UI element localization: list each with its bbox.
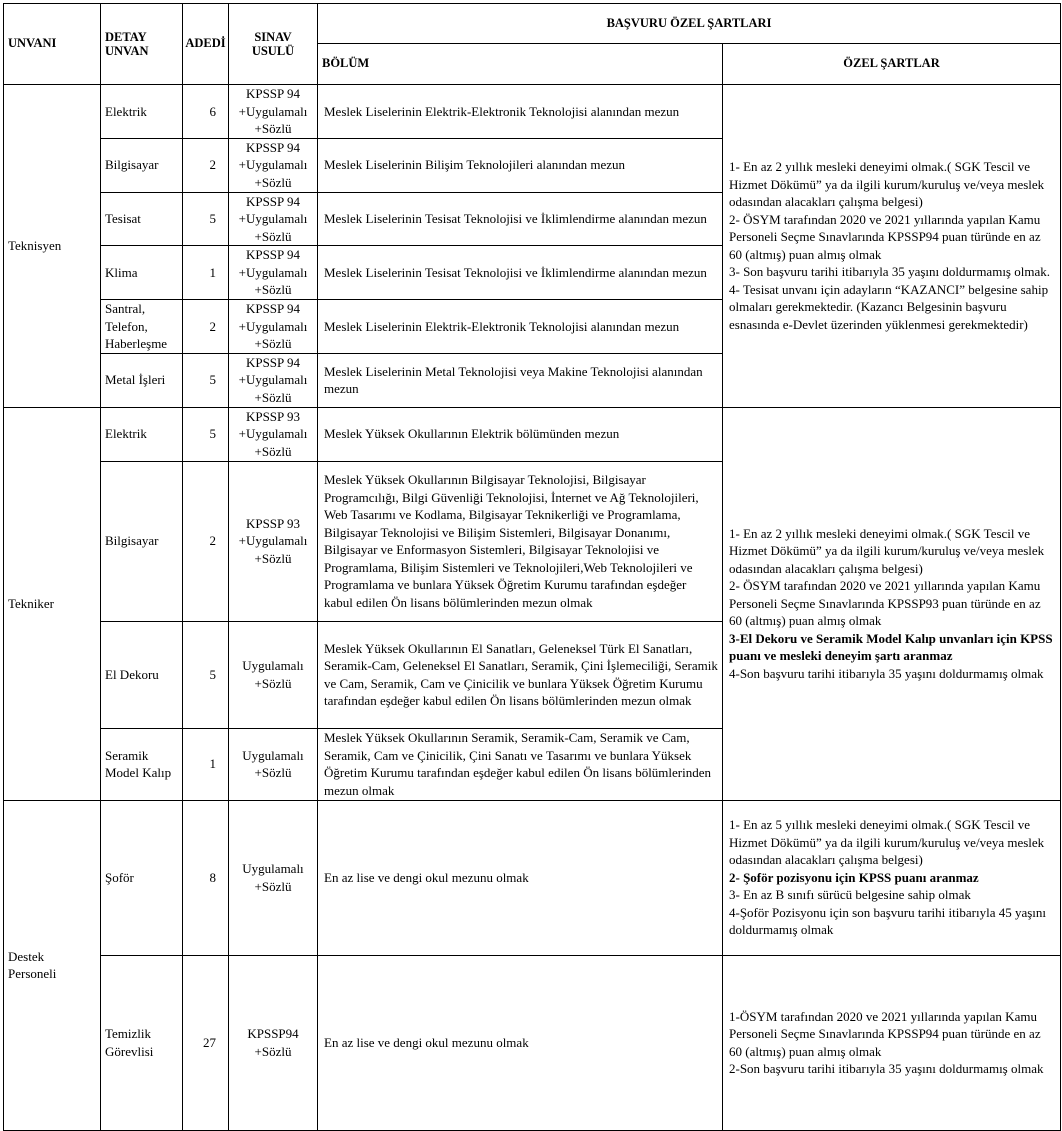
- detay-cell: Elektrik: [101, 85, 183, 139]
- detay-cell: Tesisat: [101, 192, 183, 246]
- requirements-table: [3, 3, 1061, 1131]
- ozel-sartlar-cell: 1-ÖSYM tarafından 2020 ve 2021 yıllarında yapılan Kamu Personeli Seçme Sınavlarında KPSSP94 puan türünde en az 60 (altmış) puan almış olmak 2-Son başvuru tarihi itibarıyla 35 yaşını doldurmamış olmak: [723, 955, 1061, 1130]
- sinav-cell: KPSSP 93 +Uygulamalı +Sözlü: [229, 407, 318, 461]
- detay-cell: Şoför: [101, 800, 183, 955]
- detay-cell: Elektrik: [101, 407, 183, 461]
- sinav-cell: KPSSP 93 +Uygulamalı +Sözlü: [229, 461, 318, 621]
- ozel-sartlar-cell: 1- En az 2 yıllık mesleki deneyimi olmak.( SGK Tescil ve Hizmet Dökümü” ya da ilgili kurum/kuruluş ve/veya meslek odasından alacakları çalışma belgesi) 2- ÖSYM tarafından 2020 ve 2021 yıllarında yapılan Kamu Personeli Seçme Sınavlarında KPSSP94 puan türünde en az 60 (altmış) puan almış olmak 3- Son başvuru tarihi itibarıyla 35 yaşını doldurmamış olmak. 4- Tesisat unvanı için adayların “KAZANCI” belgesine sahip olmaları gerekmektedir. (Kazancı Belgesinin başvuru esnasında e-Devlet üzerinden yüklenmesi gerekmektedir): [723, 85, 1061, 408]
- detay-cell: Santral, Telefon, Haberleşme: [101, 300, 183, 354]
- detay-cell: Bilgisayar: [101, 138, 183, 192]
- sinav-cell: Uygulamalı +Sözlü: [229, 728, 318, 800]
- adet-cell: 6: [183, 85, 229, 139]
- header-adedi: ADEDİ: [183, 4, 229, 85]
- adet-cell: 1: [183, 246, 229, 300]
- header-basvuru-ozel-sartlari: BAŞVURU ÖZEL ŞARTLARI: [318, 4, 1061, 44]
- header-unvani: UNVANI: [4, 4, 101, 85]
- detay-cell: Klima: [101, 246, 183, 300]
- sinav-cell: KPSSP 94 +Uygulamalı +Sözlü: [229, 192, 318, 246]
- bolum-cell: En az lise ve dengi okul mezunu olmak: [318, 955, 723, 1130]
- adet-cell: 5: [183, 407, 229, 461]
- ozel-sartlar-cell: 1- En az 5 yıllık mesleki deneyimi olmak.( SGK Tescil ve Hizmet Dökümü” ya da ilgili kurum/kuruluş ve/veya meslek odasından alacakları çalışma belgesi) 2- Şoför pozisyonu için KPSS puanı aranmaz 3- En az B sınıfı sürücü belgesine sahip olmak 4-Şoför Pozisyonu için son başvuru tarihi itibarıyla 45 yaşını doldurmamış olmak: [723, 800, 1061, 955]
- adet-cell: 8: [183, 800, 229, 955]
- bolum-cell: Meslek Liselerinin Elektrik-Elektronik Teknolojisi alanından mezun: [318, 300, 723, 354]
- detay-cell: El Dekoru: [101, 621, 183, 728]
- header-sinav-usulu: SINAV USULÜ: [229, 4, 318, 85]
- unvan-cell: Destek Personeli: [4, 800, 101, 1130]
- header-ozel-sartlar: ÖZEL ŞARTLAR: [723, 44, 1061, 85]
- sinav-cell: KPSSP 94 +Uygulamalı +Sözlü: [229, 138, 318, 192]
- sinav-cell: KPSSP 94 +Uygulamalı +Sözlü: [229, 300, 318, 354]
- adet-cell: 2: [183, 300, 229, 354]
- sinav-cell: KPSSP94 +Sözlü: [229, 955, 318, 1130]
- header-detay-unvan: DETAY UNVAN: [101, 4, 183, 85]
- table-row: [4, 407, 1061, 461]
- sinav-cell: KPSSP 94 +Uygulamalı +Sözlü: [229, 85, 318, 139]
- ozel-sartlar-cell: 1- En az 2 yıllık mesleki deneyimi olmak.( SGK Tescil ve Hizmet Dökümü” ya da ilgili kurum/kuruluş ve/veya meslek odasından alacakları çalışma belgesi) 2- ÖSYM tarafından 2020 ve 2021 yıllarında yapılan Kamu Personeli Seçme Sınavlarında KPSSP93 puan türünde en az 60 (altmış) puan almış olmak 3-El Dekoru ve Seramik Model Kalıp unvanları için KPSS puanı ve mesleki deneyim şartı aranmaz 4-Son başvuru tarihi itibarıyla 35 yaşını doldurmamış olmak: [723, 407, 1061, 800]
- unvan-cell: Teknisyen: [4, 85, 101, 408]
- sinav-cell: KPSSP 94 +Uygulamalı +Sözlü: [229, 246, 318, 300]
- bolum-cell: Meslek Liselerinin Bilişim Teknolojileri alanından mezun: [318, 138, 723, 192]
- detay-cell: Temizlik Görevlisi: [101, 955, 183, 1130]
- adet-cell: 27: [183, 955, 229, 1130]
- header-bolum: BÖLÜM: [318, 44, 723, 85]
- detay-cell: Bilgisayar: [101, 461, 183, 621]
- bolum-cell: Meslek Liselerinin Tesisat Teknolojisi ve İklimlendirme alanından mezun: [318, 192, 723, 246]
- unvan-cell: Tekniker: [4, 407, 101, 800]
- adet-cell: 5: [183, 192, 229, 246]
- bolum-cell: Meslek Liselerinin Metal Teknolojisi veya Makine Teknolojisi alanından mezun: [318, 353, 723, 407]
- table-row: [4, 800, 1061, 955]
- sinav-cell: Uygulamalı +Sözlü: [229, 800, 318, 955]
- adet-cell: 2: [183, 461, 229, 621]
- bolum-cell: Meslek Liselerinin Tesisat Teknolojisi ve İklimlendirme alanından mezun: [318, 246, 723, 300]
- bolum-cell: En az lise ve dengi okul mezunu olmak: [318, 800, 723, 955]
- bolum-cell: Meslek Yüksek Okullarının Seramik, Seramik-Cam, Seramik ve Cam, Seramik, Cam ve Çinicilik, Çini Sanatı ve Tasarımı ve bunlara Yüksek Öğretim Kurumu tarafından eşdeğer kabul edilen Ön lisans bölümlerinden mezun olmak: [318, 728, 723, 800]
- adet-cell: 5: [183, 621, 229, 728]
- detay-cell: Metal İşleri: [101, 353, 183, 407]
- adet-cell: 5: [183, 353, 229, 407]
- bolum-cell: Meslek Liselerinin Elektrik-Elektronik Teknolojisi alanından mezun: [318, 85, 723, 139]
- sinav-cell: Uygulamalı +Sözlü: [229, 621, 318, 728]
- bolum-cell: Meslek Yüksek Okullarının Bilgisayar Teknolojisi, Bilgisayar Programcılığı, Bilgi Güvenliği Teknolojisi, İnternet ve Ağ Teknolojileri, Web Tasarımı ve Kodlama, Bilgisayar Teknikerliği ve Programlama, Bilgisayar Teknolojisi ve Bilişim Sistemleri, Bilgisayar Donanımı, Bilgisayar ve Enformasyon Sistemleri, Bilgisayar Teknolojisi ve Programlama, Bilişim Sistemleri ve Teknolojileri,Web Teknolojileri ve Programlama ve bunlara Yüksek Öğretim Kurumu tarafından eşdeğer kabul edilen Ön lisans bölümlerinden mezun olmak: [318, 461, 723, 621]
- detay-cell: Seramik Model Kalıp: [101, 728, 183, 800]
- adet-cell: 2: [183, 138, 229, 192]
- adet-cell: 1: [183, 728, 229, 800]
- table-row: [4, 85, 1061, 139]
- bolum-cell: Meslek Yüksek Okullarının Elektrik bölümünden mezun: [318, 407, 723, 461]
- sinav-cell: KPSSP 94 +Uygulamalı +Sözlü: [229, 353, 318, 407]
- table-row: [4, 955, 1061, 1130]
- bolum-cell: Meslek Yüksek Okullarının El Sanatları, Geleneksel Türk El Sanatları, Seramik-Cam, Geleneksel El Sanatları, Seramik, Çini İşlemeciliği, Seramik ve Cam, Seramik, Cam ve Çinicilik ve bunlara Yüksek Öğretim Kurumu tarafından eşdeğer kabul edilen Ön lisans bölümlerinden mezun olmak: [318, 621, 723, 728]
